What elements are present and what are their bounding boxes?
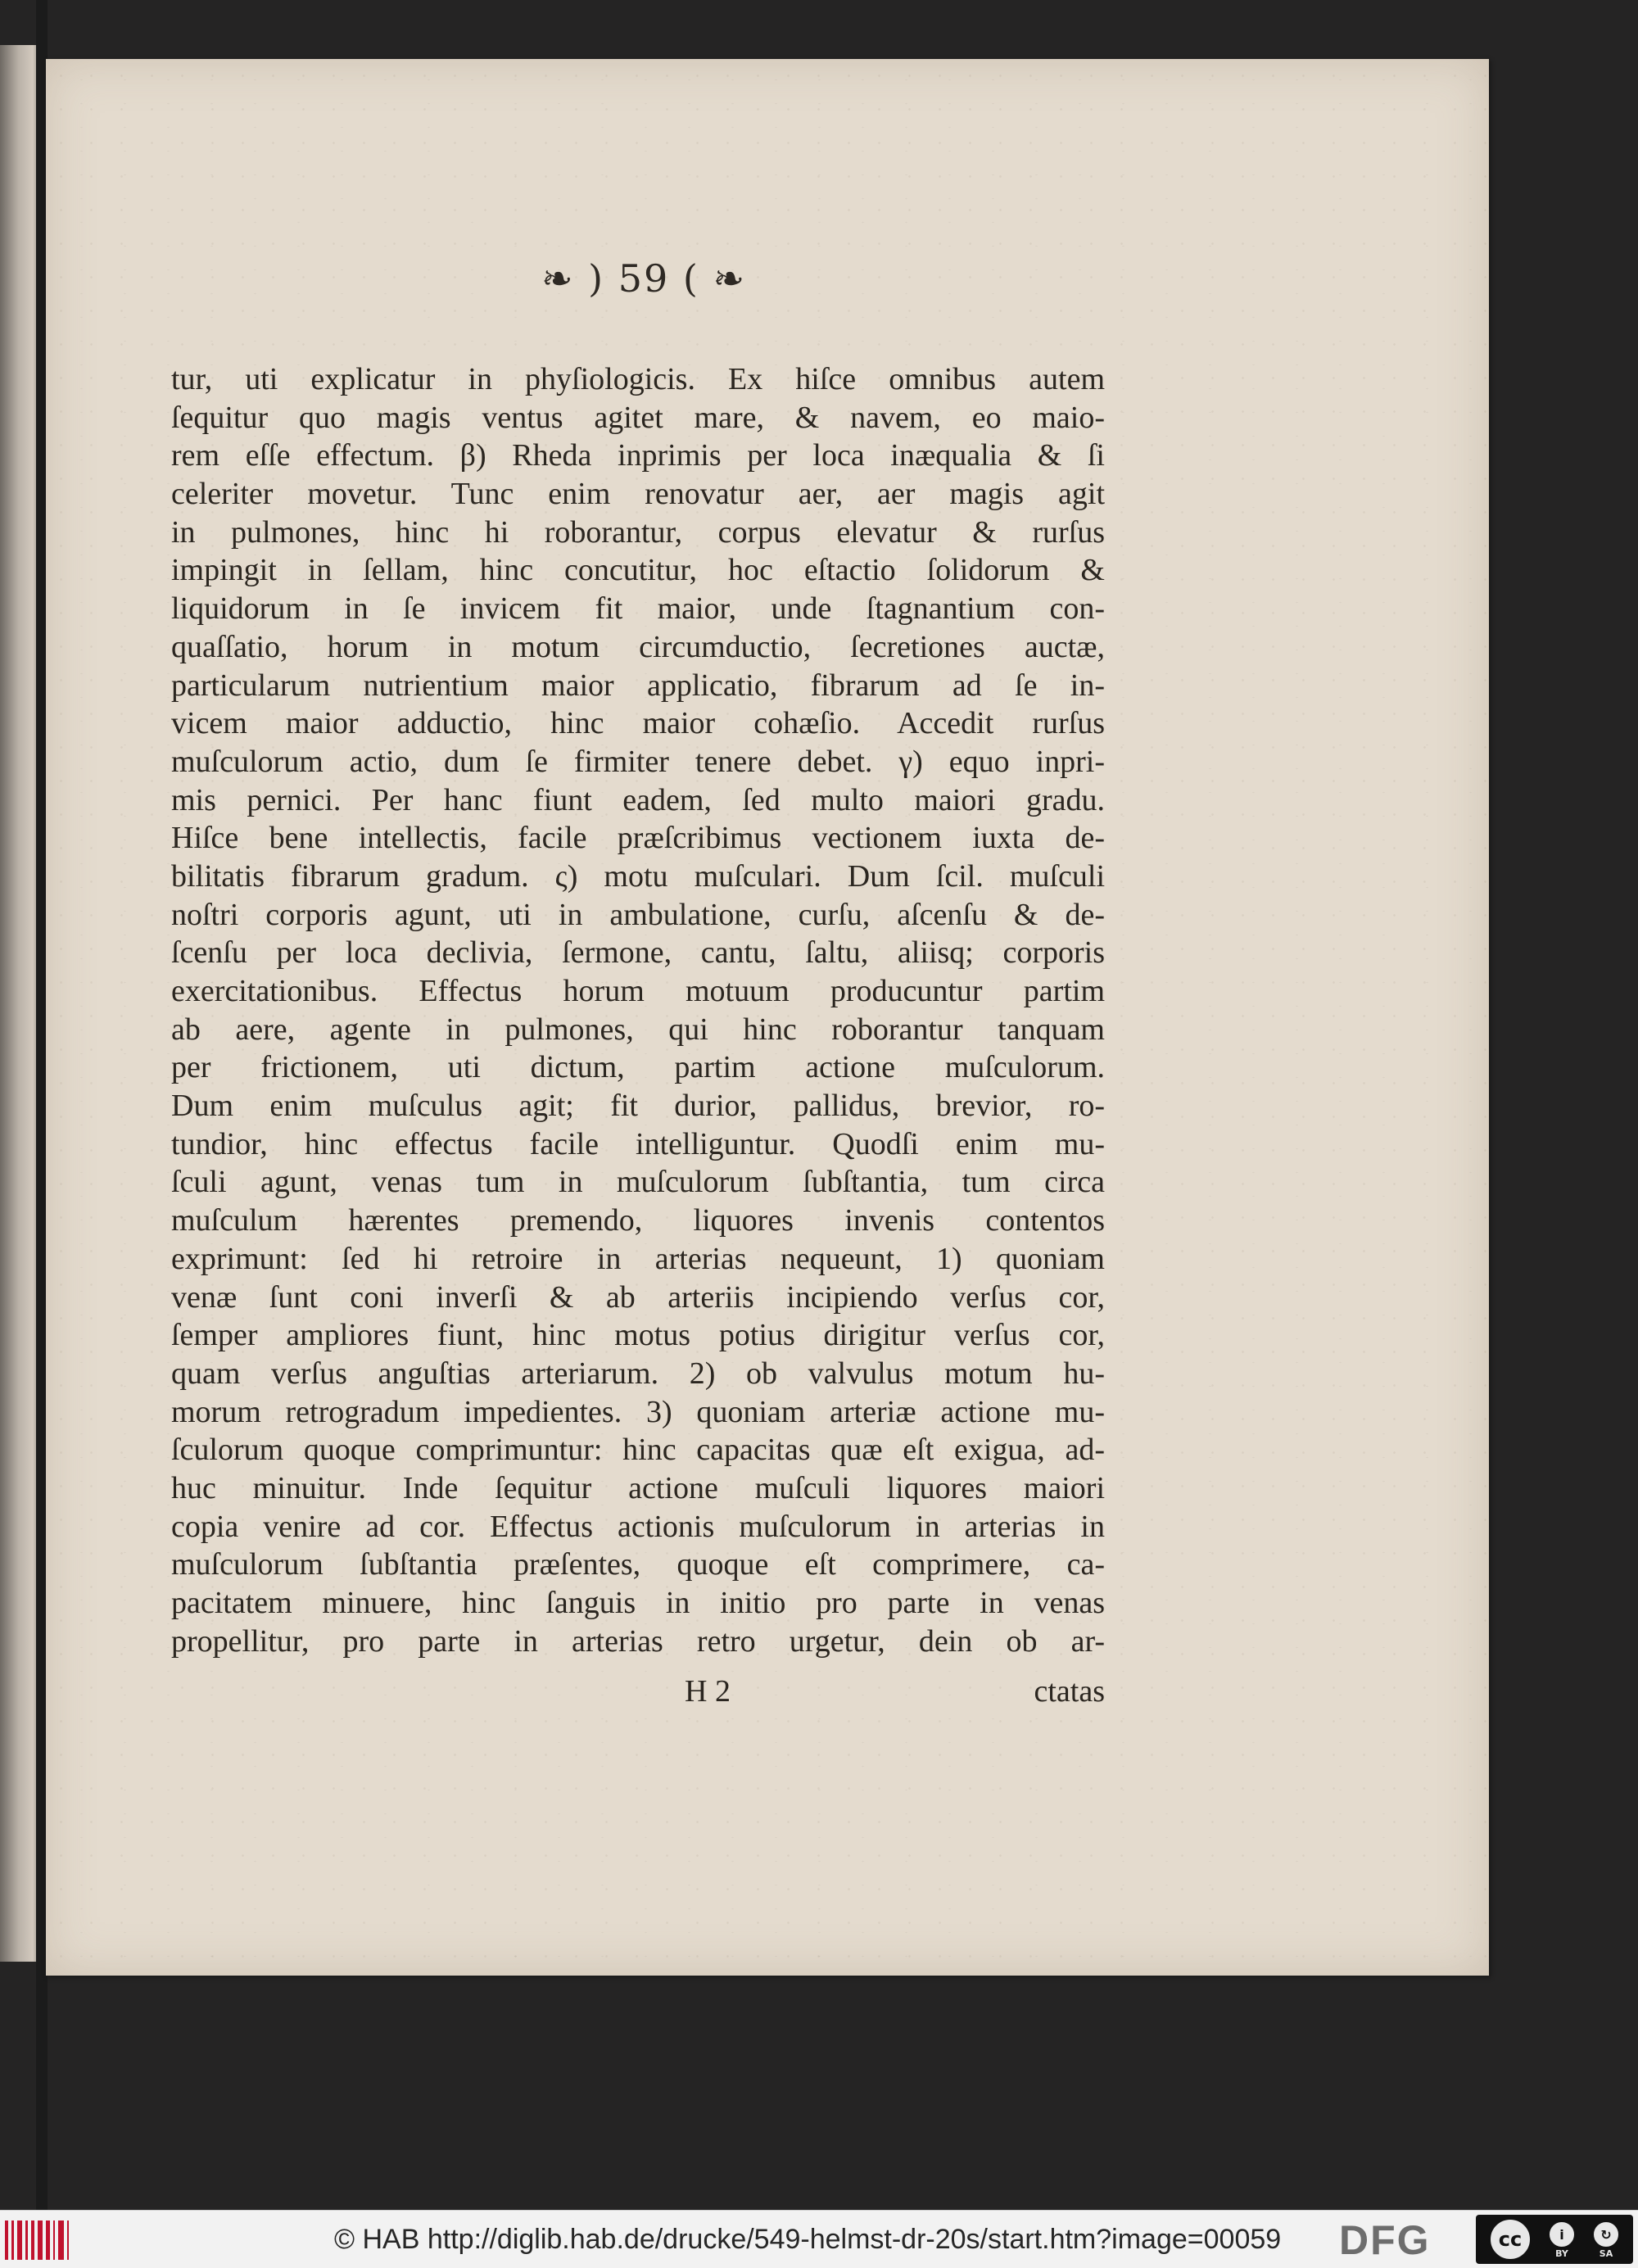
text-line: muſculorum actio, dum ſe firmiter tenere debet. γ) equo inpri- [171, 744, 1105, 779]
text-line: liquidorum in ſe invicem fit maior, unde ſtagnantium con- [171, 591, 1105, 627]
text-line: quaſſatio, horum in motum circumductio, ſecretiones auctæ, [171, 629, 1105, 664]
text-line: vicem maior adductio, hinc maior cohæſio. Accedit rurſus [171, 706, 1105, 741]
cc-icon: cc [1488, 2217, 1532, 2261]
text-line: exercitationibus. Effectus horum motuum producuntur partim [171, 974, 1105, 1008]
text-line: pacitatem minuere, hinc ſanguis in initio pro parte in venas [171, 1586, 1105, 1620]
by-attribution [1547, 2220, 1577, 2259]
text-line: Hiſce bene intellectis, facile præſcribimus vectionem iuxta de- [171, 821, 1105, 856]
text-line: ab aere, agente in pulmones, qui hinc roborantur tanquam [171, 1012, 1105, 1047]
text-line: mis pernici. Per hanc fiunt eadem, ſed multo maiori gradu. [171, 782, 1105, 817]
text-line: ſemper ampliores fiunt, hinc motus potius dirigitur verſus cor, [171, 1318, 1105, 1353]
text-line: celeriter movetur. Tunc enim renovatur aer, aer magis agit [171, 477, 1105, 512]
page-body-text [171, 360, 1105, 1660]
scanned-page [46, 59, 1489, 1976]
text-line: per frictionem, uti dictum, partim actione muſculorum. [171, 1050, 1105, 1085]
signature-mark: H 2 [685, 1674, 731, 1709]
text-line: morum retrogradum impedientes. 3) quoniam arteriæ actione mu- [171, 1394, 1105, 1429]
text-line: tur, uti explicatur in phyſiologicis. Ex hiſce omnibus autem [171, 362, 1105, 396]
text-line: exprimunt: ſed hi retroire in arterias nequeunt, 1) quoniam [171, 1241, 1105, 1276]
source-link[interactable]: © HAB http://diglib.hab.de/drucke/549-helmst-dr-20s/start.htm?image=00059 [334, 2224, 1282, 2255]
sa-label: SA [1599, 2248, 1613, 2259]
page-footer [171, 1673, 1105, 1710]
text-line: Dum enim muſculus agit; fit durior, pallidus, brevior, ro- [171, 1089, 1105, 1124]
text-line: venæ ſunt coni inverſi & ab arteriis incipiendo verſus cor, [171, 1279, 1105, 1315]
by-label: BY [1555, 2248, 1568, 2259]
text-line: ſcenſu per loca declivia, ſermone, cantu, ſaltu, aliisq; corporis [171, 935, 1105, 971]
text-line: ſequitur quo magis ventus agitet mare, & navem, eo maio- [171, 400, 1105, 435]
text-line: muſculorum ſubſtantia præſentes, quoque eſt comprimere, ca- [171, 1547, 1105, 1582]
page-header-ornament: ❧ ) 59 ( ❧ [541, 256, 746, 301]
text-line: ſculorum quoque comprimuntur: hinc capacitas quæ eſt exigua, ad- [171, 1433, 1105, 1468]
catchword: ctatas [1034, 1674, 1105, 1709]
text-line: propellitur, pro parte in arterias retro urgetur, dein ob ar- [171, 1623, 1105, 1659]
share-alike-icon: ↻ [1591, 2220, 1621, 2249]
text-line: huc minuitur. Inde ſequitur actione muſculi liquores maiori [171, 1470, 1105, 1505]
dfg-logo: DFG [1339, 2217, 1431, 2263]
attribution-icon: i [1547, 2220, 1577, 2249]
share-alike [1591, 2220, 1621, 2259]
barcode-icon [5, 2220, 69, 2260]
text-line: particularum nutrientium maior applicatio, fibrarum ad ſe in- [171, 668, 1105, 703]
text-line: bilitatis fibrarum gradum. ς) motu muſculari. Dum ſcil. muſculi [171, 858, 1105, 894]
text-line: quam verſus anguſtias arteriarum. 2) ob valvulus motum hu- [171, 1356, 1105, 1391]
viewer-info-bar [0, 2210, 1638, 2268]
text-line: tundior, hinc effectus facile intelliguntur. Quodſi enim mu- [171, 1126, 1105, 1161]
text-line: ſculi agunt, venas tum in muſculorum ſubſtantia, tum circa [171, 1165, 1105, 1200]
text-line: copia venire ad cor. Effectus actionis muſculorum in arterias in [171, 1509, 1105, 1544]
adjacent-page-strip [0, 45, 41, 1962]
text-line: rem eſſe effectum. β) Rheda inprimis per loca inæqualia & ſi [171, 438, 1105, 473]
text-line: impingit in ſellam, hinc concutitur, hoc eſtactio ſolidorum & [171, 553, 1105, 588]
text-line: in pulmones, hinc hi roborantur, corpus elevatur & rurſus [171, 514, 1105, 550]
cc-license-badge[interactable] [1476, 2215, 1633, 2264]
text-line: noſtri corporis agunt, uti in ambulatione, curſu, aſcenſu & de- [171, 897, 1105, 932]
text-line: muſculum hærentes premendo, liquores invenis contentos [171, 1203, 1105, 1238]
